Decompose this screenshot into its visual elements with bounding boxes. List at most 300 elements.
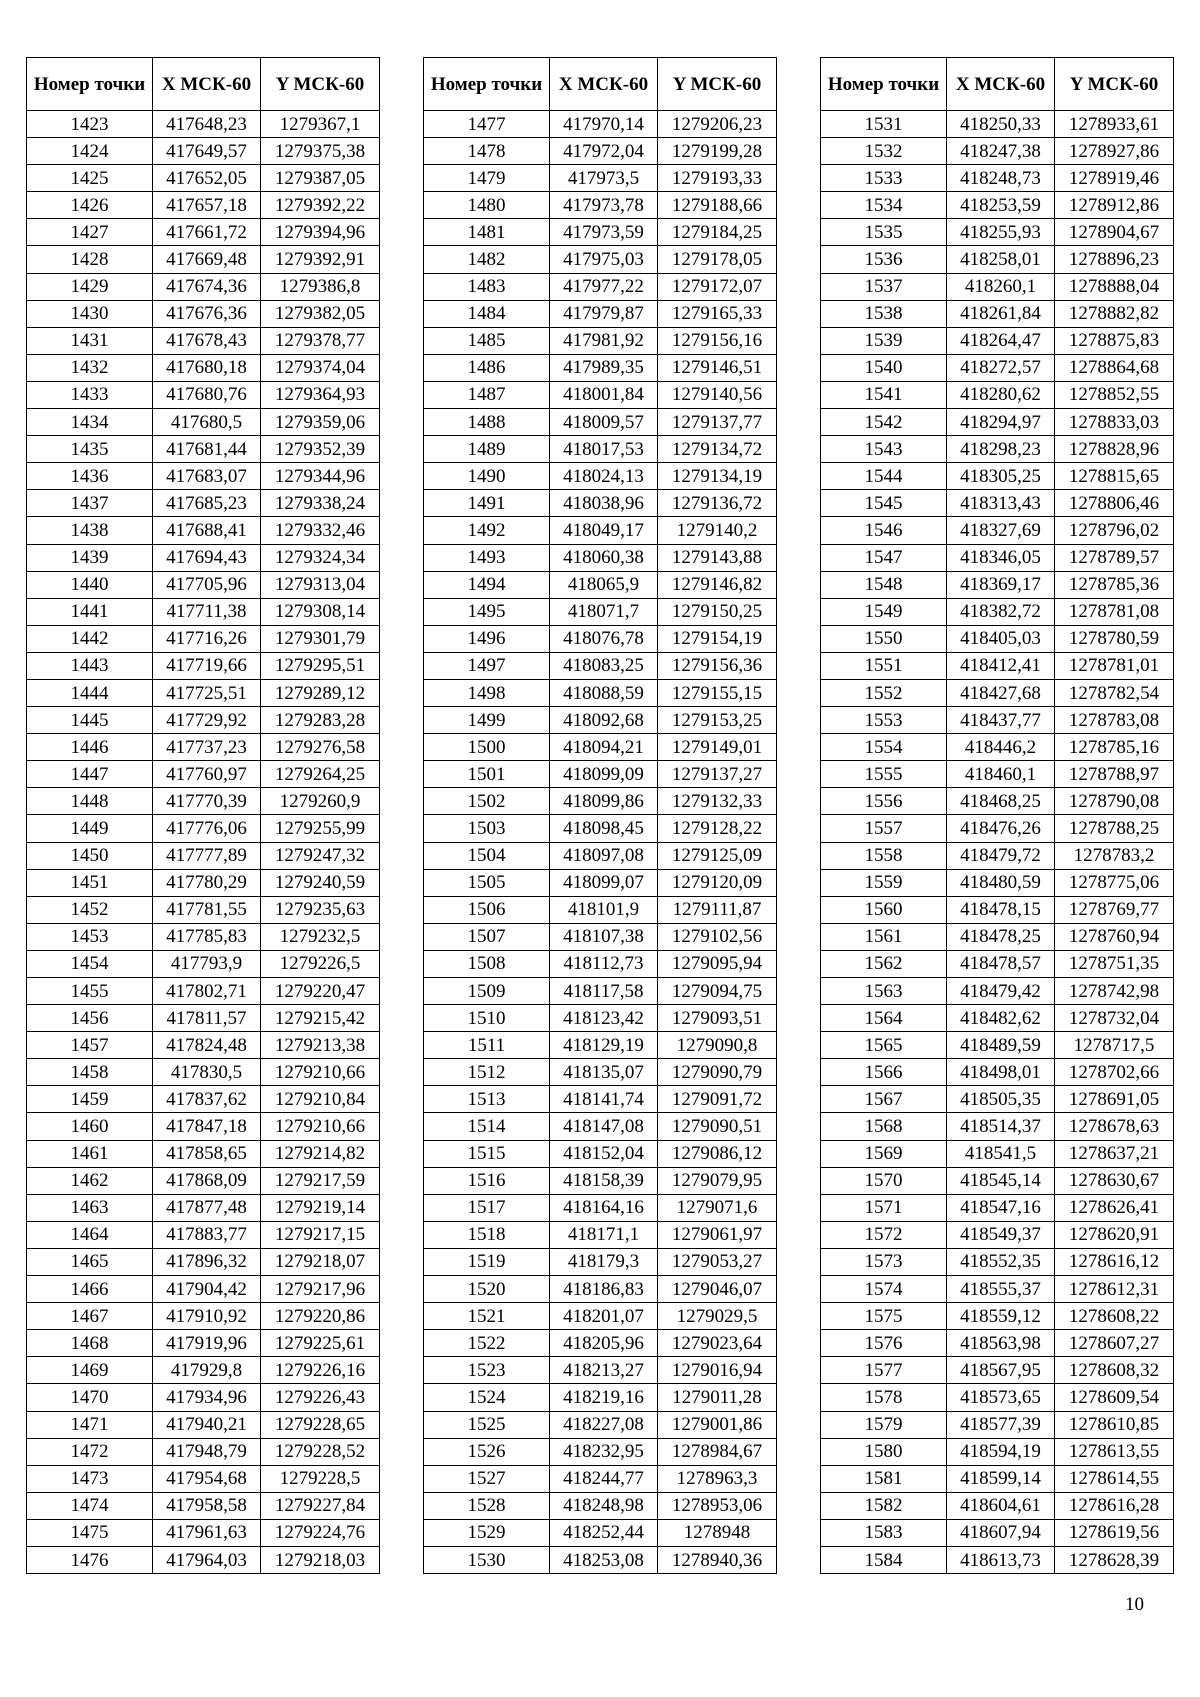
cell-x-coordinate: 417669,48 <box>153 246 261 273</box>
cell-y-coordinate: 1279199,28 <box>658 138 777 165</box>
cell-x-coordinate: 417970,14 <box>550 111 658 138</box>
cell-y-coordinate: 1279219,14 <box>261 1194 380 1221</box>
cell-x-coordinate: 417981,92 <box>550 327 658 354</box>
table-row <box>27 300 380 327</box>
coordinates-table-3 <box>820 57 1174 1574</box>
cell-y-coordinate: 1279375,38 <box>261 138 380 165</box>
cell-y-coordinate: 1279218,03 <box>261 1546 380 1573</box>
cell-x-coordinate: 417934,96 <box>153 1384 261 1411</box>
cell-x-coordinate: 417781,55 <box>153 896 261 923</box>
cell-point-number: 1540 <box>821 354 947 381</box>
cell-x-coordinate: 417961,63 <box>153 1519 261 1546</box>
cell-x-coordinate: 418382,72 <box>947 598 1055 625</box>
cell-point-number: 1488 <box>424 409 550 436</box>
table-row <box>424 192 777 219</box>
table-row <box>821 544 1174 571</box>
cell-x-coordinate: 417973,5 <box>550 165 658 192</box>
cell-point-number: 1431 <box>27 327 153 354</box>
cell-y-coordinate: 1279029,5 <box>658 1303 777 1330</box>
cell-y-coordinate: 1279134,19 <box>658 463 777 490</box>
cell-x-coordinate: 418248,73 <box>947 165 1055 192</box>
cell-x-coordinate: 418264,47 <box>947 327 1055 354</box>
table-row <box>821 923 1174 950</box>
cell-point-number: 1543 <box>821 436 947 463</box>
cell-point-number: 1428 <box>27 246 153 273</box>
cell-x-coordinate: 418346,05 <box>947 544 1055 571</box>
cell-point-number: 1549 <box>821 598 947 625</box>
table-row <box>821 138 1174 165</box>
cell-x-coordinate: 417649,57 <box>153 138 261 165</box>
cell-x-coordinate: 417780,29 <box>153 869 261 896</box>
cell-y-coordinate: 1278626,41 <box>1055 1194 1174 1221</box>
cell-point-number: 1579 <box>821 1411 947 1438</box>
cell-y-coordinate: 1279295,51 <box>261 652 380 679</box>
cell-point-number: 1501 <box>424 761 550 788</box>
cell-point-number: 1525 <box>424 1411 550 1438</box>
table-row <box>424 381 777 408</box>
cell-y-coordinate: 1279255,99 <box>261 815 380 842</box>
cell-y-coordinate: 1279156,36 <box>658 652 777 679</box>
table-row <box>821 652 1174 679</box>
cell-point-number: 1507 <box>424 923 550 950</box>
table-row <box>27 1411 380 1438</box>
cell-point-number: 1482 <box>424 246 550 273</box>
cell-y-coordinate: 1278619,56 <box>1055 1519 1174 1546</box>
cell-x-coordinate: 418205,96 <box>550 1330 658 1357</box>
cell-point-number: 1423 <box>27 111 153 138</box>
cell-y-coordinate: 1278616,28 <box>1055 1492 1174 1519</box>
cell-x-coordinate: 417972,04 <box>550 138 658 165</box>
cell-y-coordinate: 1278785,36 <box>1055 571 1174 598</box>
cell-point-number: 1521 <box>424 1303 550 1330</box>
cell-y-coordinate: 1278789,57 <box>1055 544 1174 571</box>
cell-point-number: 1518 <box>424 1221 550 1248</box>
table-row <box>27 978 380 1005</box>
cell-x-coordinate: 417802,71 <box>153 978 261 1005</box>
cell-x-coordinate: 418261,84 <box>947 300 1055 327</box>
cell-point-number: 1454 <box>27 950 153 977</box>
cell-point-number: 1531 <box>821 111 947 138</box>
table-row <box>27 381 380 408</box>
cell-point-number: 1486 <box>424 354 550 381</box>
cell-y-coordinate: 1278608,32 <box>1055 1357 1174 1384</box>
cell-point-number: 1473 <box>27 1465 153 1492</box>
cell-point-number: 1573 <box>821 1248 947 1275</box>
cell-x-coordinate: 418327,69 <box>947 517 1055 544</box>
cell-y-coordinate: 1279226,5 <box>261 950 380 977</box>
table-row <box>821 1330 1174 1357</box>
cell-point-number: 1571 <box>821 1194 947 1221</box>
cell-x-coordinate: 418478,15 <box>947 896 1055 923</box>
cell-point-number: 1566 <box>821 1059 947 1086</box>
cell-x-coordinate: 418514,37 <box>947 1113 1055 1140</box>
table-row <box>424 1519 777 1546</box>
table-row <box>27 571 380 598</box>
cell-y-coordinate: 1278678,63 <box>1055 1113 1174 1140</box>
table-row <box>424 354 777 381</box>
cell-y-coordinate: 1278933,61 <box>1055 111 1174 138</box>
cell-point-number: 1457 <box>27 1032 153 1059</box>
table-row <box>821 1519 1174 1546</box>
table-row <box>821 734 1174 761</box>
cell-point-number: 1459 <box>27 1086 153 1113</box>
cell-x-coordinate: 418098,45 <box>550 815 658 842</box>
cell-x-coordinate: 418017,53 <box>550 436 658 463</box>
table-row <box>821 1357 1174 1384</box>
cell-x-coordinate: 418247,38 <box>947 138 1055 165</box>
cell-x-coordinate: 418244,77 <box>550 1465 658 1492</box>
cell-x-coordinate: 418219,16 <box>550 1384 658 1411</box>
cell-y-coordinate: 1278815,65 <box>1055 463 1174 490</box>
table-row <box>27 1438 380 1465</box>
cell-y-coordinate: 1279102,56 <box>658 923 777 950</box>
cell-x-coordinate: 417973,78 <box>550 192 658 219</box>
cell-point-number: 1450 <box>27 842 153 869</box>
cell-x-coordinate: 417711,38 <box>153 598 261 625</box>
table-row <box>27 1248 380 1275</box>
cell-y-coordinate: 1279215,42 <box>261 1005 380 1032</box>
cell-y-coordinate: 1279218,07 <box>261 1248 380 1275</box>
table-row <box>821 1465 1174 1492</box>
table-row <box>821 1492 1174 1519</box>
cell-y-coordinate: 1279344,96 <box>261 463 380 490</box>
table-row <box>821 1546 1174 1573</box>
cell-x-coordinate: 418563,98 <box>947 1330 1055 1357</box>
cell-x-coordinate: 418179,3 <box>550 1248 658 1275</box>
cell-y-coordinate: 1279276,58 <box>261 734 380 761</box>
cell-point-number: 1574 <box>821 1276 947 1303</box>
cell-point-number: 1441 <box>27 598 153 625</box>
cell-y-coordinate: 1278783,08 <box>1055 707 1174 734</box>
cell-point-number: 1448 <box>27 788 153 815</box>
table-row <box>821 436 1174 463</box>
table-row <box>27 707 380 734</box>
cell-x-coordinate: 418599,14 <box>947 1465 1055 1492</box>
cell-y-coordinate: 1279235,63 <box>261 896 380 923</box>
header-y-coordinate: Y МСК-60 <box>261 58 380 111</box>
cell-point-number: 1460 <box>27 1113 153 1140</box>
cell-x-coordinate: 417940,21 <box>153 1411 261 1438</box>
cell-y-coordinate: 1278948 <box>658 1519 777 1546</box>
table-row <box>424 463 777 490</box>
table-row <box>27 1221 380 1248</box>
cell-y-coordinate: 1278953,06 <box>658 1492 777 1519</box>
table-row <box>27 842 380 869</box>
cell-y-coordinate: 1279150,25 <box>658 598 777 625</box>
table-row <box>27 354 380 381</box>
table-row <box>424 138 777 165</box>
cell-x-coordinate: 418479,72 <box>947 842 1055 869</box>
table-row <box>424 111 777 138</box>
table-row <box>424 1546 777 1573</box>
cell-point-number: 1568 <box>821 1113 947 1140</box>
table-row <box>27 327 380 354</box>
cell-point-number: 1500 <box>424 734 550 761</box>
cell-y-coordinate: 1279338,24 <box>261 490 380 517</box>
cell-point-number: 1440 <box>27 571 153 598</box>
cell-y-coordinate: 1279227,84 <box>261 1492 380 1519</box>
table-row <box>821 463 1174 490</box>
cell-point-number: 1561 <box>821 923 947 950</box>
cell-y-coordinate: 1278607,27 <box>1055 1330 1174 1357</box>
table-header-row <box>27 58 380 111</box>
cell-x-coordinate: 418117,58 <box>550 978 658 1005</box>
cell-x-coordinate: 417729,92 <box>153 707 261 734</box>
table-row <box>424 1194 777 1221</box>
cell-point-number: 1548 <box>821 571 947 598</box>
cell-x-coordinate: 418001,84 <box>550 381 658 408</box>
cell-point-number: 1449 <box>27 815 153 842</box>
cell-x-coordinate: 418460,1 <box>947 761 1055 788</box>
table-row <box>27 490 380 517</box>
cell-y-coordinate: 1279188,66 <box>658 192 777 219</box>
table-row <box>27 1167 380 1194</box>
table-row <box>821 192 1174 219</box>
table-row <box>821 111 1174 138</box>
table-row <box>424 165 777 192</box>
cell-point-number: 1551 <box>821 652 947 679</box>
cell-point-number: 1472 <box>27 1438 153 1465</box>
table-row <box>424 1248 777 1275</box>
cell-y-coordinate: 1279016,94 <box>658 1357 777 1384</box>
cell-y-coordinate: 1278751,35 <box>1055 950 1174 977</box>
cell-y-coordinate: 1278828,96 <box>1055 436 1174 463</box>
table-row <box>424 1059 777 1086</box>
cell-x-coordinate: 417760,97 <box>153 761 261 788</box>
cell-y-coordinate: 1279090,79 <box>658 1059 777 1086</box>
cell-point-number: 1485 <box>424 327 550 354</box>
cell-x-coordinate: 418549,37 <box>947 1221 1055 1248</box>
cell-x-coordinate: 417785,83 <box>153 923 261 950</box>
cell-y-coordinate: 1279091,72 <box>658 1086 777 1113</box>
cell-x-coordinate: 417877,48 <box>153 1194 261 1221</box>
cell-point-number: 1553 <box>821 707 947 734</box>
cell-x-coordinate: 418272,57 <box>947 354 1055 381</box>
cell-point-number: 1547 <box>821 544 947 571</box>
cell-x-coordinate: 417975,03 <box>550 246 658 273</box>
cell-x-coordinate: 417674,36 <box>153 273 261 300</box>
table-row <box>27 1194 380 1221</box>
cell-x-coordinate: 418305,25 <box>947 463 1055 490</box>
table-row <box>424 707 777 734</box>
table-row <box>27 896 380 923</box>
cell-y-coordinate: 1278612,31 <box>1055 1276 1174 1303</box>
table-row <box>27 138 380 165</box>
cell-x-coordinate: 418076,78 <box>550 625 658 652</box>
table-row <box>424 1411 777 1438</box>
table-row <box>821 517 1174 544</box>
cell-point-number: 1438 <box>27 517 153 544</box>
table-row <box>27 1357 380 1384</box>
cell-y-coordinate: 1278919,46 <box>1055 165 1174 192</box>
table-row <box>27 1005 380 1032</box>
cell-point-number: 1444 <box>27 679 153 706</box>
table-row <box>424 246 777 273</box>
cell-x-coordinate: 418201,07 <box>550 1303 658 1330</box>
table-row <box>27 1303 380 1330</box>
table-row <box>27 1086 380 1113</box>
table-row <box>27 1519 380 1546</box>
cell-point-number: 1581 <box>821 1465 947 1492</box>
cell-y-coordinate: 1279001,86 <box>658 1411 777 1438</box>
cell-x-coordinate: 418099,07 <box>550 869 658 896</box>
cell-y-coordinate: 1279134,72 <box>658 436 777 463</box>
cell-point-number: 1534 <box>821 192 947 219</box>
cell-point-number: 1489 <box>424 436 550 463</box>
cell-point-number: 1467 <box>27 1303 153 1330</box>
cell-point-number: 1506 <box>424 896 550 923</box>
table-row <box>821 815 1174 842</box>
cell-y-coordinate: 1278940,36 <box>658 1546 777 1573</box>
cell-x-coordinate: 418280,62 <box>947 381 1055 408</box>
cell-y-coordinate: 1279374,04 <box>261 354 380 381</box>
cell-x-coordinate: 418573,65 <box>947 1384 1055 1411</box>
table-row <box>821 381 1174 408</box>
header-x-coordinate: X МСК-60 <box>947 58 1055 111</box>
table-row <box>821 978 1174 1005</box>
cell-point-number: 1556 <box>821 788 947 815</box>
cell-x-coordinate: 418129,19 <box>550 1032 658 1059</box>
table-row <box>424 734 777 761</box>
cell-point-number: 1477 <box>424 111 550 138</box>
cell-y-coordinate: 1279137,27 <box>658 761 777 788</box>
cell-y-coordinate: 1278608,22 <box>1055 1303 1174 1330</box>
table-row <box>821 165 1174 192</box>
cell-x-coordinate: 418468,25 <box>947 788 1055 815</box>
cell-x-coordinate: 417680,18 <box>153 354 261 381</box>
table-row <box>821 707 1174 734</box>
cell-x-coordinate: 417929,8 <box>153 1357 261 1384</box>
cell-x-coordinate: 417919,96 <box>153 1330 261 1357</box>
table-row <box>821 842 1174 869</box>
cell-point-number: 1554 <box>821 734 947 761</box>
cell-x-coordinate: 418253,59 <box>947 192 1055 219</box>
cell-y-coordinate: 1279359,06 <box>261 409 380 436</box>
cell-point-number: 1466 <box>27 1276 153 1303</box>
cell-point-number: 1502 <box>424 788 550 815</box>
table-row <box>27 950 380 977</box>
table-row <box>821 1384 1174 1411</box>
cell-x-coordinate: 418437,77 <box>947 707 1055 734</box>
table-row <box>821 788 1174 815</box>
cell-x-coordinate: 418505,35 <box>947 1086 1055 1113</box>
cell-x-coordinate: 417680,76 <box>153 381 261 408</box>
cell-x-coordinate: 418567,95 <box>947 1357 1055 1384</box>
cell-x-coordinate: 418092,68 <box>550 707 658 734</box>
cell-y-coordinate: 1279364,93 <box>261 381 380 408</box>
cell-x-coordinate: 418250,33 <box>947 111 1055 138</box>
cell-point-number: 1557 <box>821 815 947 842</box>
table-row <box>424 815 777 842</box>
table-row <box>27 734 380 761</box>
cell-x-coordinate: 417904,42 <box>153 1276 261 1303</box>
table-row <box>27 788 380 815</box>
cell-x-coordinate: 418186,83 <box>550 1276 658 1303</box>
cell-point-number: 1524 <box>424 1384 550 1411</box>
cell-x-coordinate: 417725,51 <box>153 679 261 706</box>
cell-point-number: 1439 <box>27 544 153 571</box>
cell-y-coordinate: 1279206,23 <box>658 111 777 138</box>
table-row <box>821 598 1174 625</box>
cell-y-coordinate: 1279217,96 <box>261 1276 380 1303</box>
cell-y-coordinate: 1279086,12 <box>658 1140 777 1167</box>
cell-x-coordinate: 418446,2 <box>947 734 1055 761</box>
header-y-coordinate: Y МСК-60 <box>1055 58 1174 111</box>
table-row <box>821 1032 1174 1059</box>
cell-point-number: 1468 <box>27 1330 153 1357</box>
cell-x-coordinate: 418083,25 <box>550 652 658 679</box>
cell-point-number: 1498 <box>424 679 550 706</box>
cell-y-coordinate: 1279155,15 <box>658 679 777 706</box>
cell-y-coordinate: 1279094,75 <box>658 978 777 1005</box>
cell-x-coordinate: 418294,97 <box>947 409 1055 436</box>
cell-x-coordinate: 418065,9 <box>550 571 658 598</box>
cell-point-number: 1550 <box>821 625 947 652</box>
cell-y-coordinate: 1279392,91 <box>261 246 380 273</box>
cell-x-coordinate: 417868,09 <box>153 1167 261 1194</box>
cell-point-number: 1470 <box>27 1384 153 1411</box>
table-row <box>27 1059 380 1086</box>
table-row <box>424 1438 777 1465</box>
table-row <box>424 598 777 625</box>
cell-x-coordinate: 417776,06 <box>153 815 261 842</box>
cell-x-coordinate: 418094,21 <box>550 734 658 761</box>
cell-y-coordinate: 1278984,67 <box>658 1438 777 1465</box>
cell-point-number: 1456 <box>27 1005 153 1032</box>
table-row <box>424 1330 777 1357</box>
cell-x-coordinate: 418478,25 <box>947 923 1055 950</box>
cell-x-coordinate: 418255,93 <box>947 219 1055 246</box>
cell-y-coordinate: 1278775,06 <box>1055 869 1174 896</box>
cell-x-coordinate: 418427,68 <box>947 679 1055 706</box>
table-row <box>821 869 1174 896</box>
cell-y-coordinate: 1278702,66 <box>1055 1059 1174 1086</box>
cell-point-number: 1434 <box>27 409 153 436</box>
table-row <box>27 544 380 571</box>
cell-point-number: 1560 <box>821 896 947 923</box>
cell-point-number: 1432 <box>27 354 153 381</box>
cell-x-coordinate: 418604,61 <box>947 1492 1055 1519</box>
cell-point-number: 1537 <box>821 273 947 300</box>
cell-point-number: 1575 <box>821 1303 947 1330</box>
header-y-coordinate: Y МСК-60 <box>658 58 777 111</box>
cell-y-coordinate: 1278788,25 <box>1055 815 1174 842</box>
cell-point-number: 1490 <box>424 463 550 490</box>
cell-x-coordinate: 418099,09 <box>550 761 658 788</box>
cell-y-coordinate: 1279226,16 <box>261 1357 380 1384</box>
table-row <box>821 300 1174 327</box>
cell-point-number: 1572 <box>821 1221 947 1248</box>
cell-y-coordinate: 1279214,82 <box>261 1140 380 1167</box>
table-row <box>821 1059 1174 1086</box>
cell-x-coordinate: 418024,13 <box>550 463 658 490</box>
cell-point-number: 1535 <box>821 219 947 246</box>
cell-y-coordinate: 1279220,47 <box>261 978 380 1005</box>
header-point-number: Номер точки <box>424 58 550 111</box>
cell-y-coordinate: 1279392,22 <box>261 192 380 219</box>
cell-point-number: 1580 <box>821 1438 947 1465</box>
table-row <box>821 1221 1174 1248</box>
cell-y-coordinate: 1278742,98 <box>1055 978 1174 1005</box>
cell-point-number: 1451 <box>27 869 153 896</box>
cell-point-number: 1469 <box>27 1357 153 1384</box>
cell-point-number: 1532 <box>821 138 947 165</box>
cell-y-coordinate: 1279352,39 <box>261 436 380 463</box>
table-row <box>27 598 380 625</box>
table-row <box>821 1140 1174 1167</box>
table-row <box>821 1411 1174 1438</box>
table-row <box>821 950 1174 977</box>
